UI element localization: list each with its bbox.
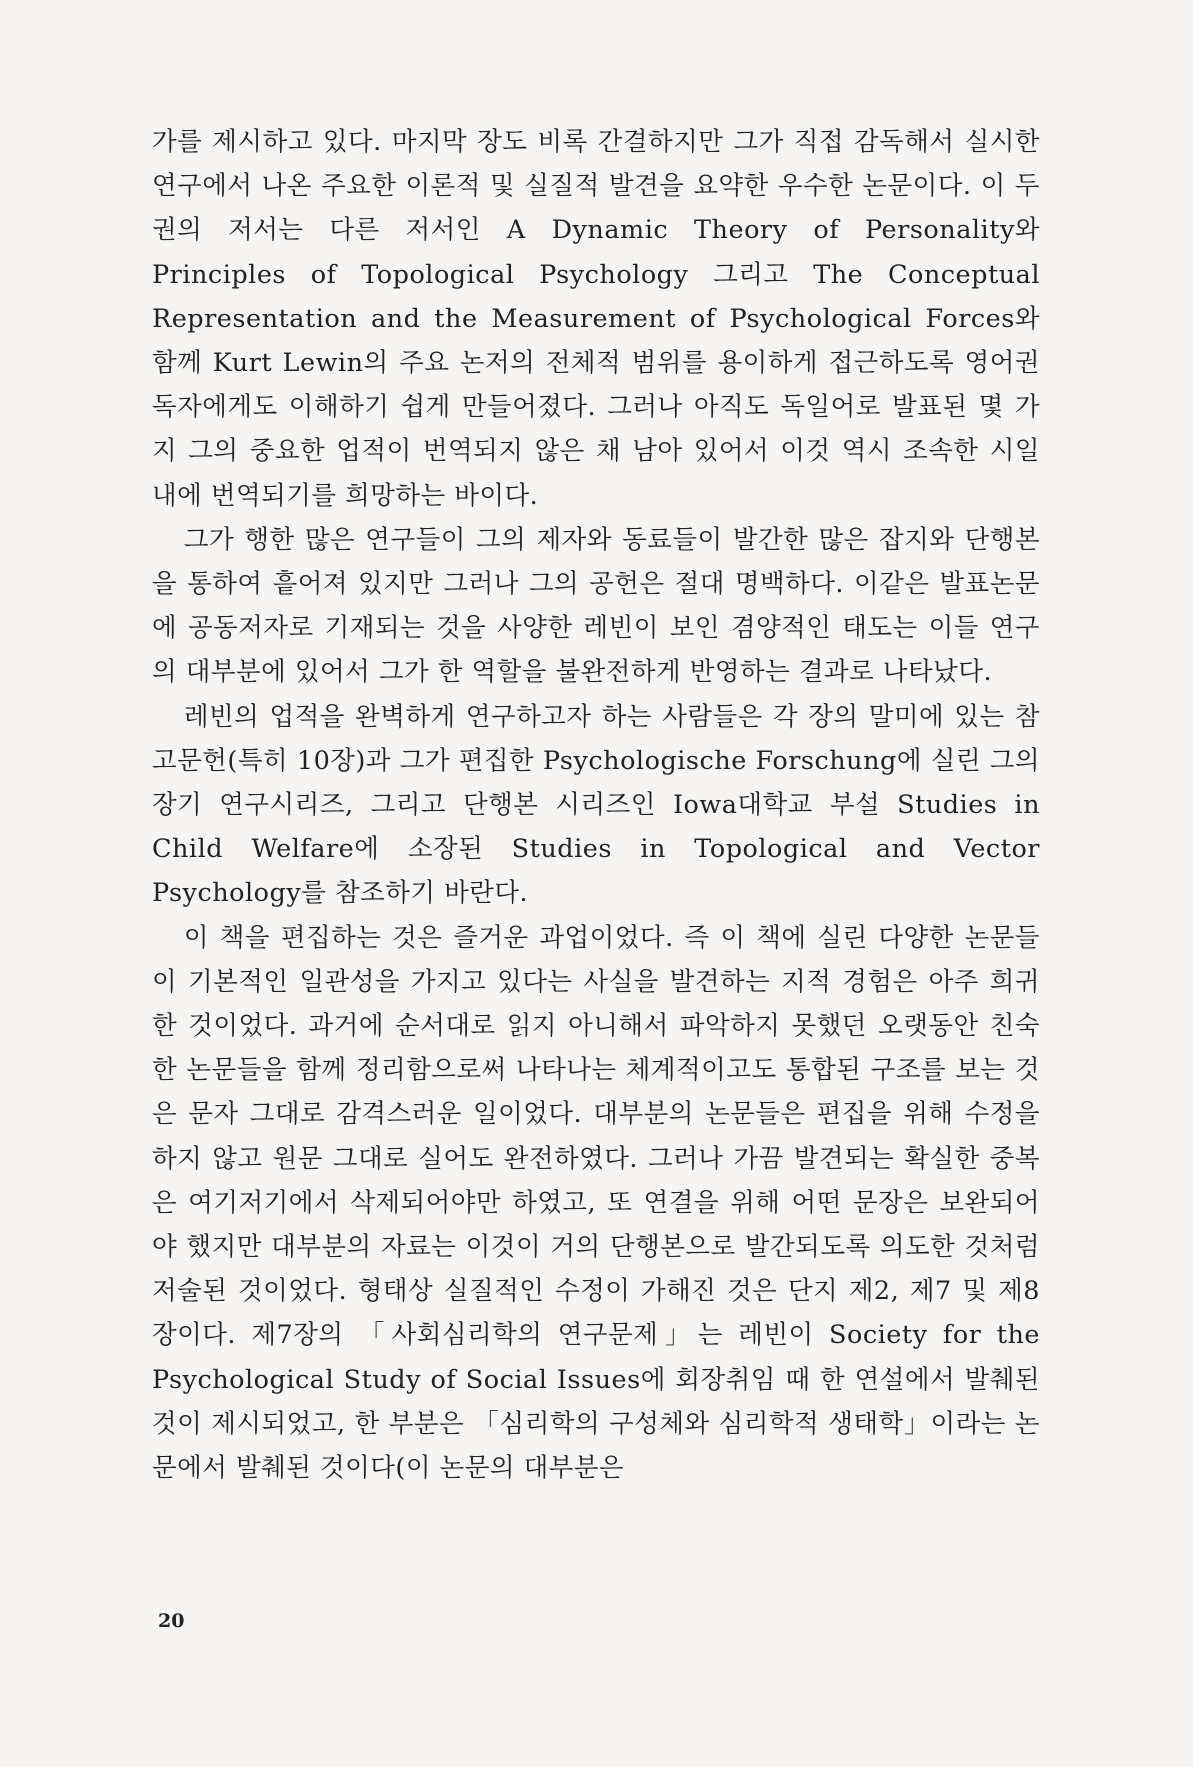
paragraph-3: 레빈의 업적을 완벽하게 연구하고자 하는 사람들은 각 장의 말미에 있는 참고문헌(특히 10장)과 그가 편집한 Psychologische Forschung에 실린 그의 장기 연구시리즈, 그리고 단행본 시리즈인 Iowa대학교 부설 Studies in Child Welfare에 소장된 Studies in Topological and Vector Psychology를 참조하기 바란다. [152, 701, 1040, 909]
body-text [152, 120, 1040, 1490]
page-number: 20 [158, 1610, 185, 1632]
paragraph-4: 이 책을 편집하는 것은 즐거운 과업이었다. 즉 이 책에 실린 다양한 논문들이 기본적인 일관성을 가지고 있다는 사실을 발견하는 지적 경험은 아주 희귀한 것이었다. 과거에 순서대로 읽지 아니해서 파악하지 못했던 오랫동안 친숙한 논문들을 함께 정리함으로써 나타나는 체계적이고도 통합된 구조를 보는 것은 문자 그대로 감격스러운 일이었다. 대부분의 논문들은 편집을 위해 수정을 하지 않고 원문 그대로 실어도 완전하였다. 그러나 가끔 발견되는 확실한 중복은 여기저기에서 삭제되어야만 하였고, 또 연결을 위해 어떤 문장은 보완되어야 했지만 대부분의 자료는 이것이 거의 단행본으로 발간되도록 의도한 것처럼 저술된 것이었다. 형태상 실질적인 수정이 가해진 것은 단지 제2, 제7 및 제8장이다. 제7장의 「사회심리학의 연구문제」는 레빈이 Society for the Psychological Study of Social Issues에 회장취임 때 한 연설에서 발췌된 것이 제시되었고, 한 부분은 「심리학의 구성체와 심리학적 생태학」이라는 논문에서 발췌된 것이다(이 논문의 대부분은 [152, 922, 1040, 1484]
paragraph-1: 가를 제시하고 있다. 마지막 장도 비록 간결하지만 그가 직접 감독해서 실시한 연구에서 나온 주요한 이론적 및 실질적 발견을 요약한 우수한 논문이다. 이 두 권의 저서는 다른 저서인 A Dynamic Theory of Personality와 Principles of Topological Psychology 그리고 The Conceptual Representation and the Measurement of Psychological Forces와 함께 Kurt Lewin의 주요 논저의 전체적 범위를 용이하게 접근하도록 영어권 독자에게도 이해하기 쉽게 만들어졌다. 그러나 아직도 독일어로 발표된 몇 가지 그의 중요한 업적이 번역되지 않은 채 남아 있어서 이것 역시 조속한 시일 내에 번역되기를 희망하는 바이다. [152, 127, 1040, 511]
paragraph-2: 그가 행한 많은 연구들이 그의 제자와 동료들이 발간한 많은 잡지와 단행본을 통하여 흩어져 있지만 그러나 그의 공헌은 절대 명백하다. 이같은 발표논문에 공동저자로 기재되는 것을 사양한 레빈이 보인 겸양적인 태도는 이들 연구의 대부분에 있어서 그가 한 역할을 불완전하게 반영하는 결과로 나타났다. [152, 524, 1040, 688]
